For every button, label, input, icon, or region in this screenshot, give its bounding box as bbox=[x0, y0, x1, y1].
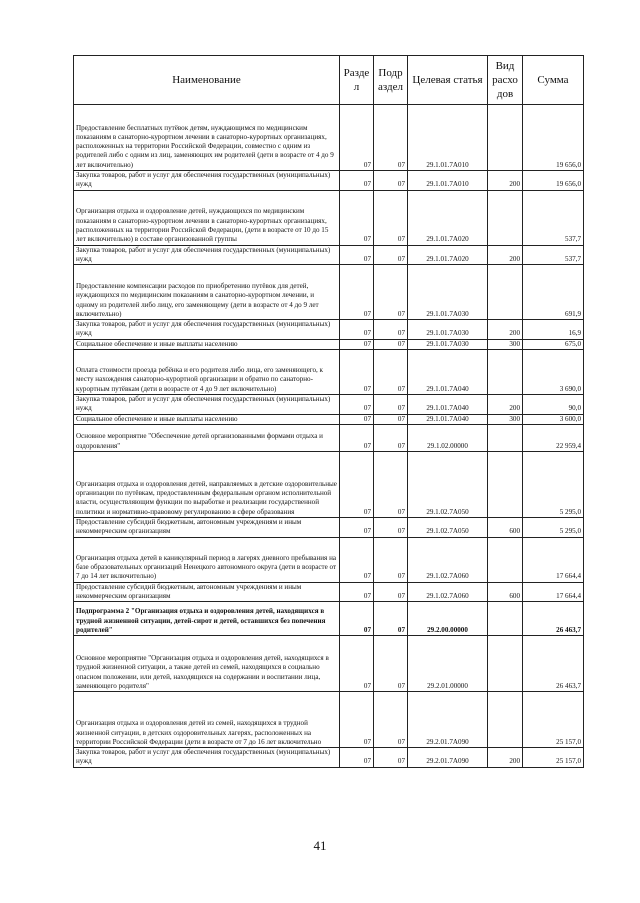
row-name-cell: Предоставление субсидий бюджетным, автономным учреждениям и иным некоммерческим организациям bbox=[74, 517, 340, 537]
row-sum-cell: 691,9 bbox=[523, 265, 584, 320]
row-podrazdel-cell: 07 bbox=[374, 105, 408, 171]
row-podrazdel-cell: 07 bbox=[374, 517, 408, 537]
row-razdel-cell: 07 bbox=[340, 395, 374, 415]
row-sum-cell: 5 295,0 bbox=[523, 517, 584, 537]
row-sum-cell: 5 295,0 bbox=[523, 451, 584, 517]
row-razdel-cell: 07 bbox=[340, 582, 374, 602]
page-number: 41 bbox=[313, 838, 327, 853]
row-name-cell: Предоставление субсидий бюджетным, автономным учреждениям и иным некоммерческим организациям bbox=[74, 582, 340, 602]
row-razdel-cell: 07 bbox=[340, 320, 374, 340]
row-sum-cell: 17 664,4 bbox=[523, 582, 584, 602]
table-row bbox=[74, 424, 584, 451]
row-expense-type-cell: 600 bbox=[488, 517, 523, 537]
row-razdel-cell: 07 bbox=[340, 339, 374, 349]
row-podrazdel-cell: 07 bbox=[374, 190, 408, 245]
row-sum-cell: 17 664,4 bbox=[523, 537, 584, 582]
row-name-cell: Закупка товаров, работ и услуг для обеспечения государственных (муниципальных) нужд bbox=[74, 748, 340, 768]
row-expense-type-cell: 300 bbox=[488, 339, 523, 349]
row-razdel-cell: 07 bbox=[340, 424, 374, 451]
table-row bbox=[74, 350, 584, 395]
row-podrazdel-cell: 07 bbox=[374, 537, 408, 582]
table-row bbox=[74, 451, 584, 517]
header-sum: Сумма bbox=[523, 56, 584, 105]
row-podrazdel-cell: 07 bbox=[374, 339, 408, 349]
row-sum-cell: 3 690,0 bbox=[523, 350, 584, 395]
row-expense-type-cell bbox=[488, 451, 523, 517]
row-expense-type-cell bbox=[488, 265, 523, 320]
row-target-article-cell: 29.1.01.7A030 bbox=[408, 320, 488, 340]
row-name-cell: Закупка товаров, работ и услуг для обеспечения государственных (муниципальных) нужд bbox=[74, 320, 340, 340]
row-name-cell: Организация отдыха детей в каникулярный период в лагерях дневного пребывания на базе образовательных организаций Ненецкого автономного округа (дети в возрасте от 7 до 14 лет включительно) bbox=[74, 537, 340, 582]
row-podrazdel-cell: 07 bbox=[374, 265, 408, 320]
header-expense-type: Вид расхо дов bbox=[488, 56, 523, 105]
row-expense-type-cell: 200 bbox=[488, 320, 523, 340]
row-razdel-cell: 07 bbox=[340, 190, 374, 245]
row-expense-type-cell bbox=[488, 636, 523, 692]
row-razdel-cell: 07 bbox=[340, 692, 374, 748]
row-target-article-cell: 29.1.01.7A030 bbox=[408, 265, 488, 320]
row-podrazdel-cell: 07 bbox=[374, 602, 408, 636]
table-row bbox=[74, 320, 584, 340]
row-podrazdel-cell: 07 bbox=[374, 424, 408, 451]
row-expense-type-cell: 200 bbox=[488, 748, 523, 768]
row-name-cell: Социальное обеспечение и иные выплаты населению bbox=[74, 414, 340, 424]
table-row bbox=[74, 636, 584, 692]
row-target-article-cell: 29.1.02.7A060 bbox=[408, 582, 488, 602]
row-podrazdel-cell: 07 bbox=[374, 171, 408, 191]
row-target-article-cell: 29.1.01.7A020 bbox=[408, 190, 488, 245]
row-razdel-cell: 07 bbox=[340, 105, 374, 171]
row-expense-type-cell bbox=[488, 537, 523, 582]
row-name-cell: Предоставление бесплатных путёвок детям, нуждающимся по медицинским показаниям в санаторно-курортном лечении в санаторно-курортных организациях, расположенных на территории Российской Федерации, совместно с одним из родителей либо с одним из лиц, заменяющих им родителей (дети в возрасте от 4 до 9 лет включительно) bbox=[74, 105, 340, 171]
table-row bbox=[74, 265, 584, 320]
row-expense-type-cell bbox=[488, 350, 523, 395]
row-razdel-cell: 07 bbox=[340, 451, 374, 517]
table-row bbox=[74, 245, 584, 265]
row-sum-cell: 90,0 bbox=[523, 395, 584, 415]
row-razdel-cell: 07 bbox=[340, 350, 374, 395]
row-name-cell: Основное мероприятие "Организация отдыха и оздоровления детей, находящихся в трудной жизненной ситуации, а также детей из семей, находящихся в социально опасном положении, или детей, находящихся на содержании и воспитании лица, заменяющего родителя" bbox=[74, 636, 340, 692]
row-expense-type-cell bbox=[488, 424, 523, 451]
row-target-article-cell: 29.1.01.7A040 bbox=[408, 414, 488, 424]
header-name: Наименование bbox=[74, 56, 340, 105]
row-sum-cell: 19 656,0 bbox=[523, 105, 584, 171]
row-target-article-cell: 29.1.02.7A050 bbox=[408, 517, 488, 537]
row-razdel-cell: 07 bbox=[340, 636, 374, 692]
row-target-article-cell: 29.2.01.7A090 bbox=[408, 692, 488, 748]
row-sum-cell: 3 600,0 bbox=[523, 414, 584, 424]
row-podrazdel-cell: 07 bbox=[374, 414, 408, 424]
row-target-article-cell: 29.2.01.7A090 bbox=[408, 748, 488, 768]
row-target-article-cell: 29.2.00.00000 bbox=[408, 602, 488, 636]
header-podrazdel: Подр аздел bbox=[374, 56, 408, 105]
table-row bbox=[74, 748, 584, 768]
table-row bbox=[74, 582, 584, 602]
row-sum-cell: 16,9 bbox=[523, 320, 584, 340]
table-row bbox=[74, 602, 584, 636]
row-sum-cell: 22 959,4 bbox=[523, 424, 584, 451]
row-name-cell: Закупка товаров, работ и услуг для обеспечения государственных (муниципальных) нужд bbox=[74, 395, 340, 415]
row-name-cell: Организация отдыха и оздоровление детей, нуждающихся по медицинским показаниям в санаторно-курортном лечении в санаторно-курортных организациях, расположенных на территории Российской Федерации, (дети в возрасте от 10 до 15 лет включительно) в составе организованной группы bbox=[74, 190, 340, 245]
row-target-article-cell: 29.2.01.00000 bbox=[408, 636, 488, 692]
table-row bbox=[74, 414, 584, 424]
row-expense-type-cell bbox=[488, 692, 523, 748]
row-podrazdel-cell: 07 bbox=[374, 245, 408, 265]
row-name-cell: Организация отдыха и оздоровления детей, направляемых в детские оздоровительные организации по путёвкам, предоставленным федеральным органом исполнительной власти, осуществляющим функции по выработке и реализации государственной политики и нормативно-правовому регулированию в сфере образования bbox=[74, 451, 340, 517]
table-row bbox=[74, 339, 584, 349]
table-header-row bbox=[74, 56, 584, 105]
row-expense-type-cell: 200 bbox=[488, 171, 523, 191]
header-razdel: Разде л bbox=[340, 56, 374, 105]
row-sum-cell: 25 157,0 bbox=[523, 748, 584, 768]
row-target-article-cell: 29.1.01.7A040 bbox=[408, 350, 488, 395]
row-razdel-cell: 07 bbox=[340, 265, 374, 320]
row-podrazdel-cell: 07 bbox=[374, 748, 408, 768]
row-podrazdel-cell: 07 bbox=[374, 582, 408, 602]
row-razdel-cell: 07 bbox=[340, 748, 374, 768]
row-target-article-cell: 29.1.01.7A010 bbox=[408, 171, 488, 191]
row-expense-type-cell bbox=[488, 190, 523, 245]
row-expense-type-cell: 200 bbox=[488, 245, 523, 265]
table-row bbox=[74, 190, 584, 245]
row-expense-type-cell bbox=[488, 602, 523, 636]
row-expense-type-cell: 300 bbox=[488, 414, 523, 424]
row-razdel-cell: 07 bbox=[340, 171, 374, 191]
row-expense-type-cell: 200 bbox=[488, 395, 523, 415]
table-row bbox=[74, 395, 584, 415]
row-target-article-cell: 29.1.01.7A030 bbox=[408, 339, 488, 349]
row-target-article-cell: 29.1.01.7A010 bbox=[408, 105, 488, 171]
row-expense-type-cell bbox=[488, 105, 523, 171]
row-target-article-cell: 29.1.02.7A050 bbox=[408, 451, 488, 517]
row-name-cell: Закупка товаров, работ и услуг для обеспечения государственных (муниципальных) нужд bbox=[74, 245, 340, 265]
row-podrazdel-cell: 07 bbox=[374, 451, 408, 517]
table-row bbox=[74, 171, 584, 191]
row-razdel-cell: 07 bbox=[340, 414, 374, 424]
row-podrazdel-cell: 07 bbox=[374, 350, 408, 395]
row-sum-cell: 26 463,7 bbox=[523, 602, 584, 636]
row-target-article-cell: 29.1.01.7A040 bbox=[408, 395, 488, 415]
budget-table bbox=[73, 55, 584, 768]
row-name-cell: Основное мероприятие "Обеспечение детей организованными формами отдыха и оздоровления" bbox=[74, 424, 340, 451]
row-target-article-cell: 29.1.01.7A020 bbox=[408, 245, 488, 265]
table-body bbox=[74, 105, 584, 768]
row-razdel-cell: 07 bbox=[340, 537, 374, 582]
row-podrazdel-cell: 07 bbox=[374, 320, 408, 340]
row-sum-cell: 19 656,0 bbox=[523, 171, 584, 191]
row-razdel-cell: 07 bbox=[340, 245, 374, 265]
row-target-article-cell: 29.1.02.7A060 bbox=[408, 537, 488, 582]
row-target-article-cell: 29.1.02.00000 bbox=[408, 424, 488, 451]
row-name-cell: Оплата стоимости проезда ребёнка и его родителя либо лица, его заменяющего, к месту нахождения санаторно-курортной организации и обратно по санаторно-курортным путёвкам (дети в возрасте от 4 до 9 лет включительно) bbox=[74, 350, 340, 395]
row-sum-cell: 537,7 bbox=[523, 190, 584, 245]
row-sum-cell: 675,0 bbox=[523, 339, 584, 349]
table-row bbox=[74, 105, 584, 171]
row-sum-cell: 537,7 bbox=[523, 245, 584, 265]
row-sum-cell: 25 157,0 bbox=[523, 692, 584, 748]
row-name-cell: Предоставление компенсации расходов по приобретению путёвок для детей, нуждающихся по медицинским показаниям в санаторно-курортном лечении, и одному из родителей либо лицу, его заменяющему (дети в возрасте от 4 до 9 лет включительно) bbox=[74, 265, 340, 320]
row-podrazdel-cell: 07 bbox=[374, 692, 408, 748]
row-razdel-cell: 07 bbox=[340, 517, 374, 537]
row-name-cell: Социальное обеспечение и иные выплаты населению bbox=[74, 339, 340, 349]
header-target-article: Целевая статья bbox=[408, 56, 488, 105]
row-name-cell: Организация отдыха и оздоровления детей из семей, находящихся в трудной жизненной ситуации, в детских оздоровительных лагерях, расположенных на территории Российской Федерации (дети в возрасте от 7 до 16 лет включительно bbox=[74, 692, 340, 748]
row-sum-cell: 26 463,7 bbox=[523, 636, 584, 692]
row-podrazdel-cell: 07 bbox=[374, 395, 408, 415]
table-row bbox=[74, 692, 584, 748]
row-name-cell: Закупка товаров, работ и услуг для обеспечения государственных (муниципальных) нужд bbox=[74, 171, 340, 191]
table-row bbox=[74, 517, 584, 537]
row-podrazdel-cell: 07 bbox=[374, 636, 408, 692]
table-row bbox=[74, 537, 584, 582]
row-name-cell: Подпрограмма 2 "Организация отдыха и оздоровления детей, находящихся в трудной жизненной ситуации, детей-сирот и детей, оставшихся без попечения родителей" bbox=[74, 602, 340, 636]
row-expense-type-cell: 600 bbox=[488, 582, 523, 602]
row-razdel-cell: 07 bbox=[340, 602, 374, 636]
